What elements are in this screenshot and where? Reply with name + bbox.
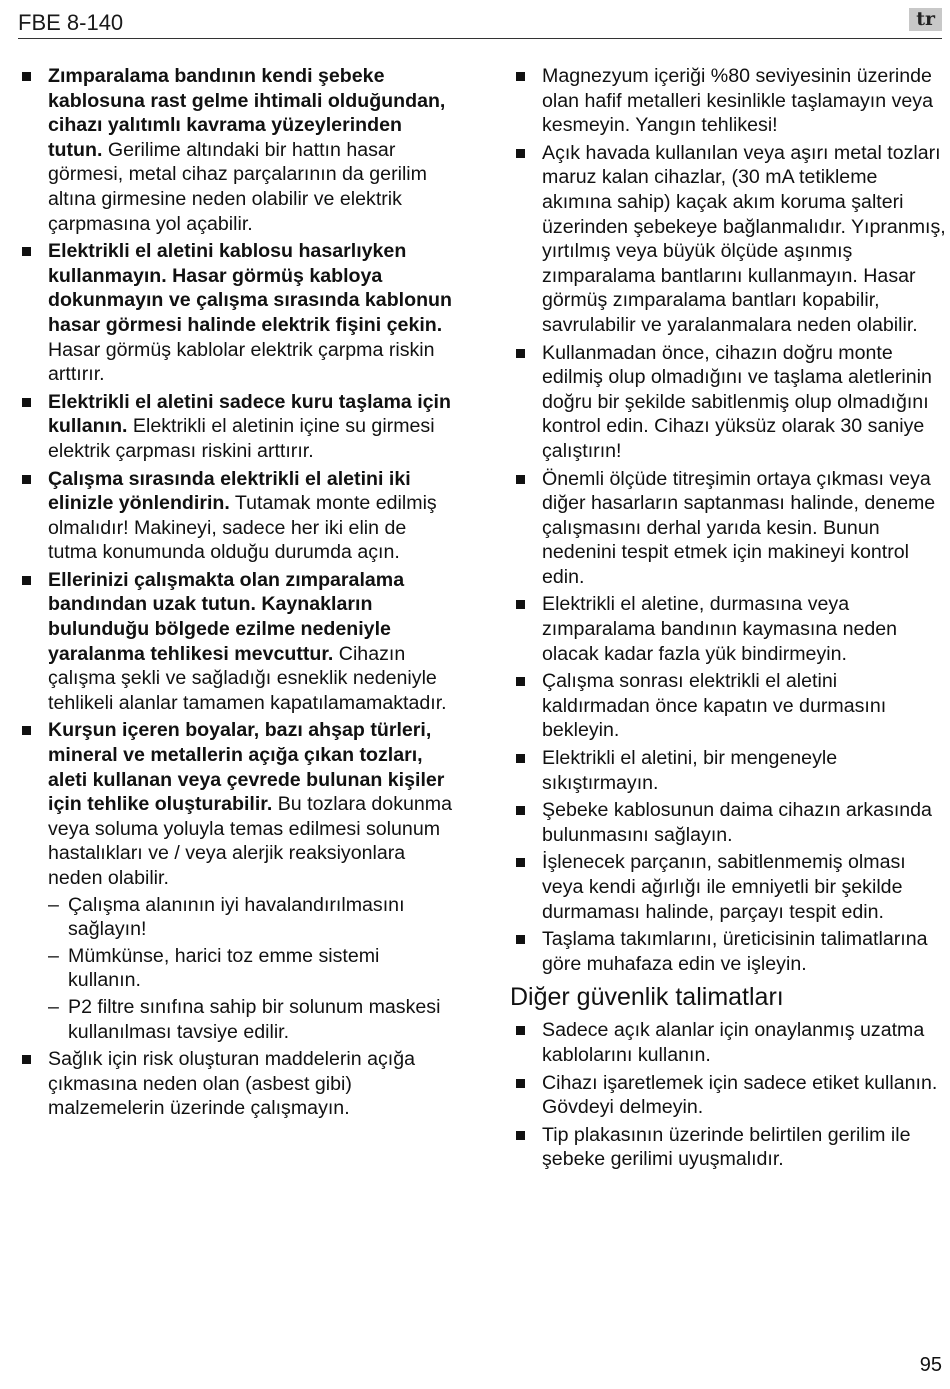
page-number: 95 (919, 1354, 942, 1376)
square-bullet-icon (516, 806, 525, 815)
square-bullet-icon (516, 349, 525, 358)
left-bullet-list (14, 64, 454, 1121)
list-item-text: Sadece açık alanlar için onaylanmış uzatma kablolarını kullanın. (542, 1019, 925, 1066)
list-item (14, 390, 454, 464)
sublist-item-text: P2 filtre sınıfına sahip bir solunum maskesi kullanılması tavsiye edilir. (68, 995, 441, 1043)
header-divider (18, 38, 942, 39)
left-column (14, 64, 454, 1124)
section-heading: Diğer güvenlik talimatları (510, 983, 784, 1012)
list-item-text: Taşlama takımlarını, üreticisinin talimatlarına göre muhafaza edin ve işleyin. (542, 928, 928, 975)
square-bullet-icon (22, 1055, 31, 1064)
square-bullet-icon (22, 398, 31, 407)
list-item (508, 850, 946, 924)
dash-bullet-icon: – (48, 944, 59, 967)
square-bullet-icon (22, 72, 31, 81)
dash-sublist (48, 893, 454, 1045)
list-item-text: Önemli ölçüde titreşimin ortaya çıkması veya diğer hasarların saptanması halinde, deneme çalışmasını derhal yarıda kesin. Bunun nedenini tespit etmek için makineyi kontrol edin. (542, 467, 936, 588)
square-bullet-icon (22, 576, 31, 585)
sublist-item (48, 995, 454, 1044)
list-item-text: Cihazı işaretlemek için sadece etiket kullanın. Gövdeyi delmeyin. (542, 1071, 938, 1119)
list-item (508, 64, 946, 138)
dash-bullet-icon: – (48, 893, 59, 916)
list-item (14, 239, 454, 387)
list-item-text: Şebeke kablosunun daima cihazın arkasında bulunmasını sağlayın. (542, 799, 932, 846)
warning-bold-text: Elektrikli el aletini kablosu hasarlıyken kullanmayın. Hasar görmüş kabloya dokunmayın ve çalışma sırasında kablonun hasar görmesi halinde elektrik fişini çekin. (48, 240, 452, 336)
list-item (508, 141, 946, 338)
list-item (508, 927, 946, 976)
right-bullet-list (508, 64, 946, 976)
list-item-text: Açık havada kullanılan veya aşırı metal tozları maruz kalan cihazlar, (30 mA tetikleme akımına sahip) kaçak akım koruma şalteri üzerinden şebekeye bağlanmalıdır. Yıpranmış, yırtılmış veya büyük ölçüde aşınmış zımparalama bantlarını kullanmayın. Hasar görmüş zımparalama bantları kopabilir, savrulabilir ve yaralanmalara neden olabilir. (542, 141, 946, 336)
list-item (14, 64, 454, 236)
square-bullet-icon (22, 475, 31, 484)
list-item (14, 1047, 454, 1121)
warning-body-text: Cihazın çalışma şekli ve sağladığı esneklik nedeniyle tehlikeli alanlar tamamen kapatılamamaktadır. (48, 642, 447, 714)
list-item-text: Kullanmadan önce, cihazın doğru monte edilmiş olup olmadığını ve taşlama aletlerinin doğru bir şekilde sabitlenmiş olup olmadığını kontrol edin. Cihazı yüksüz olarak 30 saniye çalıştırın! (542, 341, 932, 462)
sublist-item (48, 893, 454, 942)
list-item (508, 1123, 946, 1172)
square-bullet-icon (516, 935, 525, 944)
square-bullet-icon (22, 247, 31, 256)
list-item (14, 718, 454, 1044)
list-item (508, 592, 946, 666)
list-item-text: Çalışma sonrası elektrikli el aletini kaldırmadan önce kapatın ve durmasını bekleyin. (542, 670, 887, 742)
right-column (508, 64, 946, 1175)
square-bullet-icon (516, 149, 525, 158)
dash-bullet-icon: – (48, 995, 59, 1018)
list-item-text: Elektrikli el aletini, bir mengeneyle sıkıştırmayın. (542, 747, 838, 794)
list-item (14, 467, 454, 565)
list-item-text: Tip plakasının üzerinde belirtilen gerilim ile şebeke gerilimi uyuşmalıdır. (542, 1123, 911, 1171)
square-bullet-icon (516, 1131, 525, 1140)
sublist-item-text: Mümkünse, harici toz emme sistemi kullanın. (68, 944, 380, 992)
list-item (508, 798, 946, 847)
safety-instructions-list (508, 1018, 946, 1172)
square-bullet-icon (22, 726, 31, 735)
list-item-text: Magnezyum içeriği %80 seviyesinin üzerinde olan hafif metalleri kesinlikle taşlamayın veya kesmeyin. Yangın tehlikesi! (542, 65, 933, 137)
list-item (508, 746, 946, 795)
warning-body-text: Tutamak monte edilmiş olmalıdır! Makineyi, sadece her iki elin de tutma konumunda olduğu durumda açın. (48, 492, 437, 564)
warning-bold-text: Elektrikli el aletini sadece kuru taşlama için kullanın. (48, 390, 451, 438)
square-bullet-icon (516, 475, 525, 484)
square-bullet-icon (516, 1079, 525, 1088)
square-bullet-icon (516, 754, 525, 763)
list-item-text: Elektrikli el aletine, durmasına veya zımparalama bandının kaymasına neden olacak kadar fazla yük bindirmeyin. (542, 593, 898, 665)
warning-body-text: Sağlık için risk oluşturan maddelerin açığa çıkmasına neden olan (asbest gibi) malzemelerin üzerinde çalışmayın. (48, 1048, 416, 1120)
square-bullet-icon (516, 600, 525, 609)
warning-bold-text: Ellerinizi çalışmakta olan zımparalama bandından uzak tutun. Kaynakların bulunduğu bölgede ezilme nedeniyle yaralanma tehlikesi mevcuttur. (48, 568, 405, 665)
square-bullet-icon (516, 677, 525, 686)
warning-body-text: Elektrikli el aletinin içine su girmesi elektrik çarpması riskini arttırır. (48, 415, 435, 462)
warning-bold-text: Kurşun içeren boyalar, bazı ahşap türleri, mineral ve metallerin açığa çıkan tozları, aleti kullanan veya çevrede bulunan kişiler için tehlike oluşturabilir. (48, 719, 445, 816)
sublist-item (48, 944, 454, 993)
warning-body-text: Bu tozlara dokunma veya soluma yoluyla temas edilmesi solunum hastalıkları ve / veya alerjik reaksiyonlara neden olabilir. (48, 793, 453, 889)
warning-body-text: Hasar görmüş kablolar elektrik çarpma riskin arttırır. (48, 338, 435, 386)
list-item (508, 669, 946, 743)
warning-body-text: Gerilime altındaki bir hattın hasar görmesi, metal cihaz parçalarının da gerilim altına girmesine neden olabilir ve elektrik çarpmasına yol açabilir. (48, 138, 427, 235)
square-bullet-icon (516, 72, 525, 81)
warning-bold-text: Çalışma sırasında elektrikli el aletini iki elinizle yönlendirin. (48, 467, 411, 515)
list-item (508, 341, 946, 464)
list-item-text: İşlenecek parçanın, sabitlenmemiş olması veya kendi ağırlığı ile emniyetli bir şekilde durmaması halinde, parçayı tespit edin. (542, 851, 906, 923)
square-bullet-icon (516, 858, 525, 867)
list-item (508, 1071, 946, 1120)
sublist-item-text: Çalışma alanının iyi havalandırılmasını sağlayın! (68, 893, 405, 941)
warning-bold-text: Zımparalama bandının kendi şebeke kablosuna rast gelme ihtimali olduğundan, cihazı yalıtımlı kavrama yüzeylerinden tutun. (48, 65, 446, 161)
list-item (508, 467, 946, 590)
document-title: FBE 8-140 (18, 10, 124, 35)
language-badge: tr (909, 8, 942, 31)
square-bullet-icon (516, 1026, 525, 1035)
list-item (14, 568, 454, 716)
list-item (508, 1018, 946, 1067)
